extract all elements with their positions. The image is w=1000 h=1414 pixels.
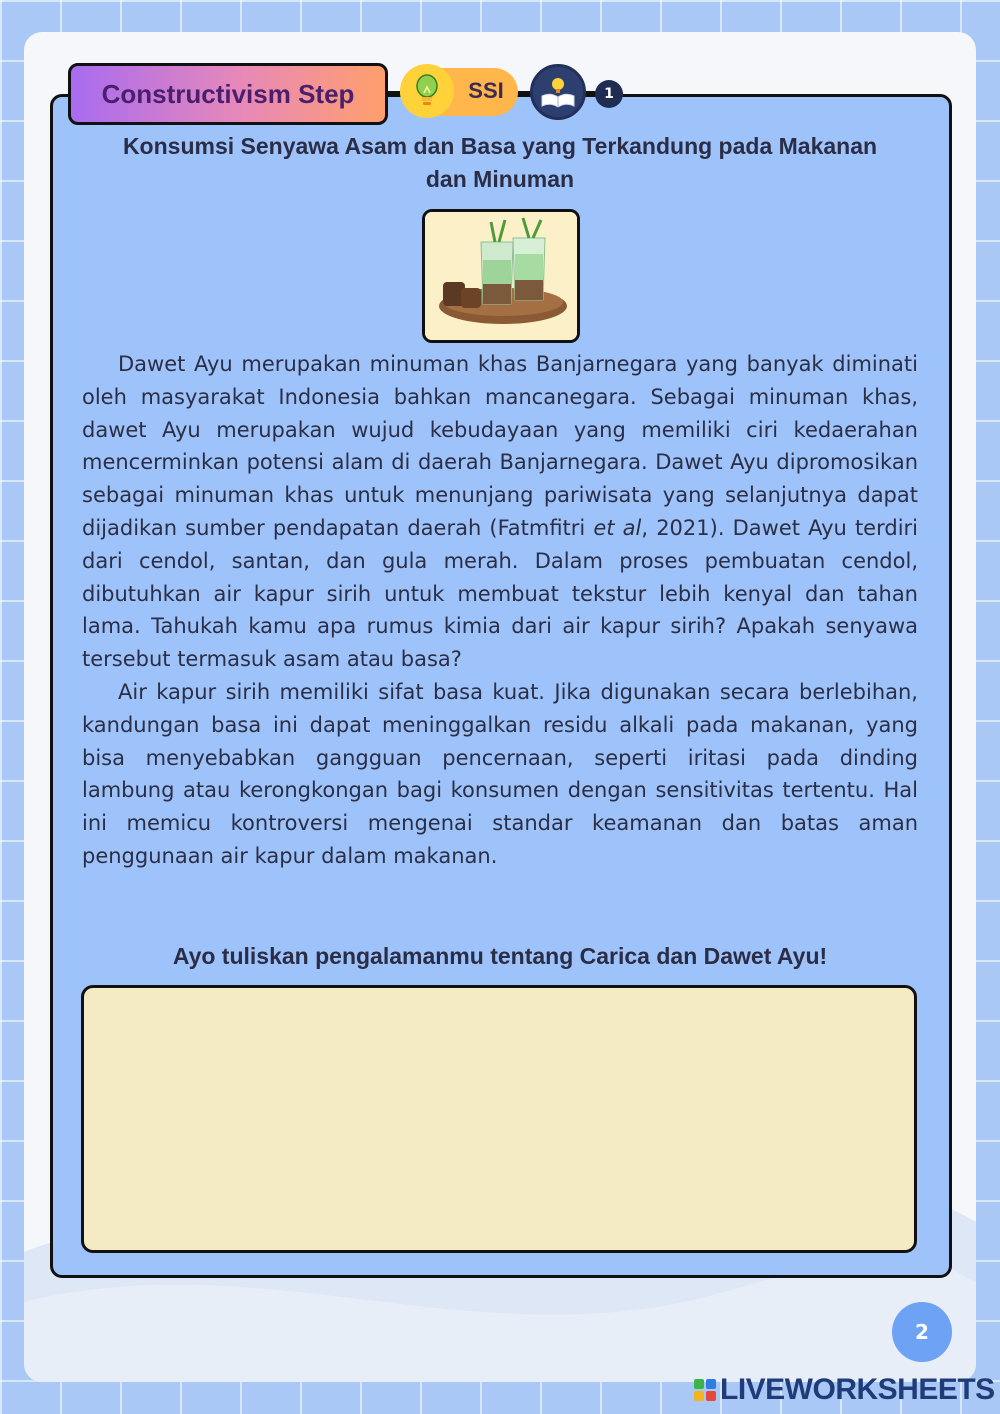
step-label-text: Constructivism Step bbox=[101, 78, 355, 109]
liveworksheets-logo bbox=[694, 1372, 995, 1408]
dawet-drink-illustration bbox=[425, 212, 577, 340]
paragraph-2: Air kapur sirih memiliki sifat basa kuat. Jika digunakan secara berlebihan, kandungan basa ini dapat meninggalkan residu alkali pada makanan, yang bisa menyebabkan gangguan pencernaan, seperti iritasi pada dinding lambung atau kerongkongan bagi konsumen dengan sensitivitas tertentu. Hal ini memicu kontroversi mengenai standar keamanan dan batas aman penggunaan air kapur dalam makanan. bbox=[82, 679, 918, 868]
writing-prompt: Ayo tuliskan pengalamanmu tentang Carica dan Dawet Ayu! bbox=[172, 943, 828, 969]
brand-mark-icon bbox=[694, 1379, 716, 1401]
answer-textarea[interactable] bbox=[81, 985, 917, 1253]
reading-passage bbox=[82, 348, 918, 873]
step-label-badge bbox=[68, 63, 388, 125]
dawet-ayu-image bbox=[422, 209, 580, 343]
open-book-icon bbox=[530, 64, 586, 120]
lightbulb-icon bbox=[400, 64, 454, 118]
ssi-label: SSI bbox=[468, 78, 504, 103]
step-number-badge: 1 bbox=[595, 80, 623, 108]
brand-name: LIVEWORKSHEETS bbox=[720, 1373, 995, 1406]
page-number-badge: 2 bbox=[892, 1302, 952, 1362]
page-title: Konsumsi Senyawa Asam dan Basa yang Terkandung pada Makanan dan Minuman bbox=[122, 133, 878, 192]
paragraph-1: Dawet Ayu merupakan minuman khas Banjarnegara yang banyak diminati oleh masyarakat Indonesia bahkan mancanegara. Sebagai minuman khas, dawet Ayu merupakan wujud kebudayaan yang memiliki ciri kedaerahan mencerminkan potensi alam di daerah Banjarnegara. Dawet Ayu dipromosikan sebagai minuman khas untuk menunjang pariwisata yang selanjutnya dapat dijadikan sumber pendapatan daerah (Fatmfitri et al, 2021). Dawet Ayu terdiri dari cendol, santan, dan gula merah. Dalam proses pembuatan cendol, dibutuhkan air kapur sirih untuk membuat tekstur lebih kenyal dan tahan lama. Tahukah kamu apa rumus kimia dari air kapur sirih? Apakah senyawa tersebut termasuk asam atau basa? bbox=[82, 352, 918, 672]
